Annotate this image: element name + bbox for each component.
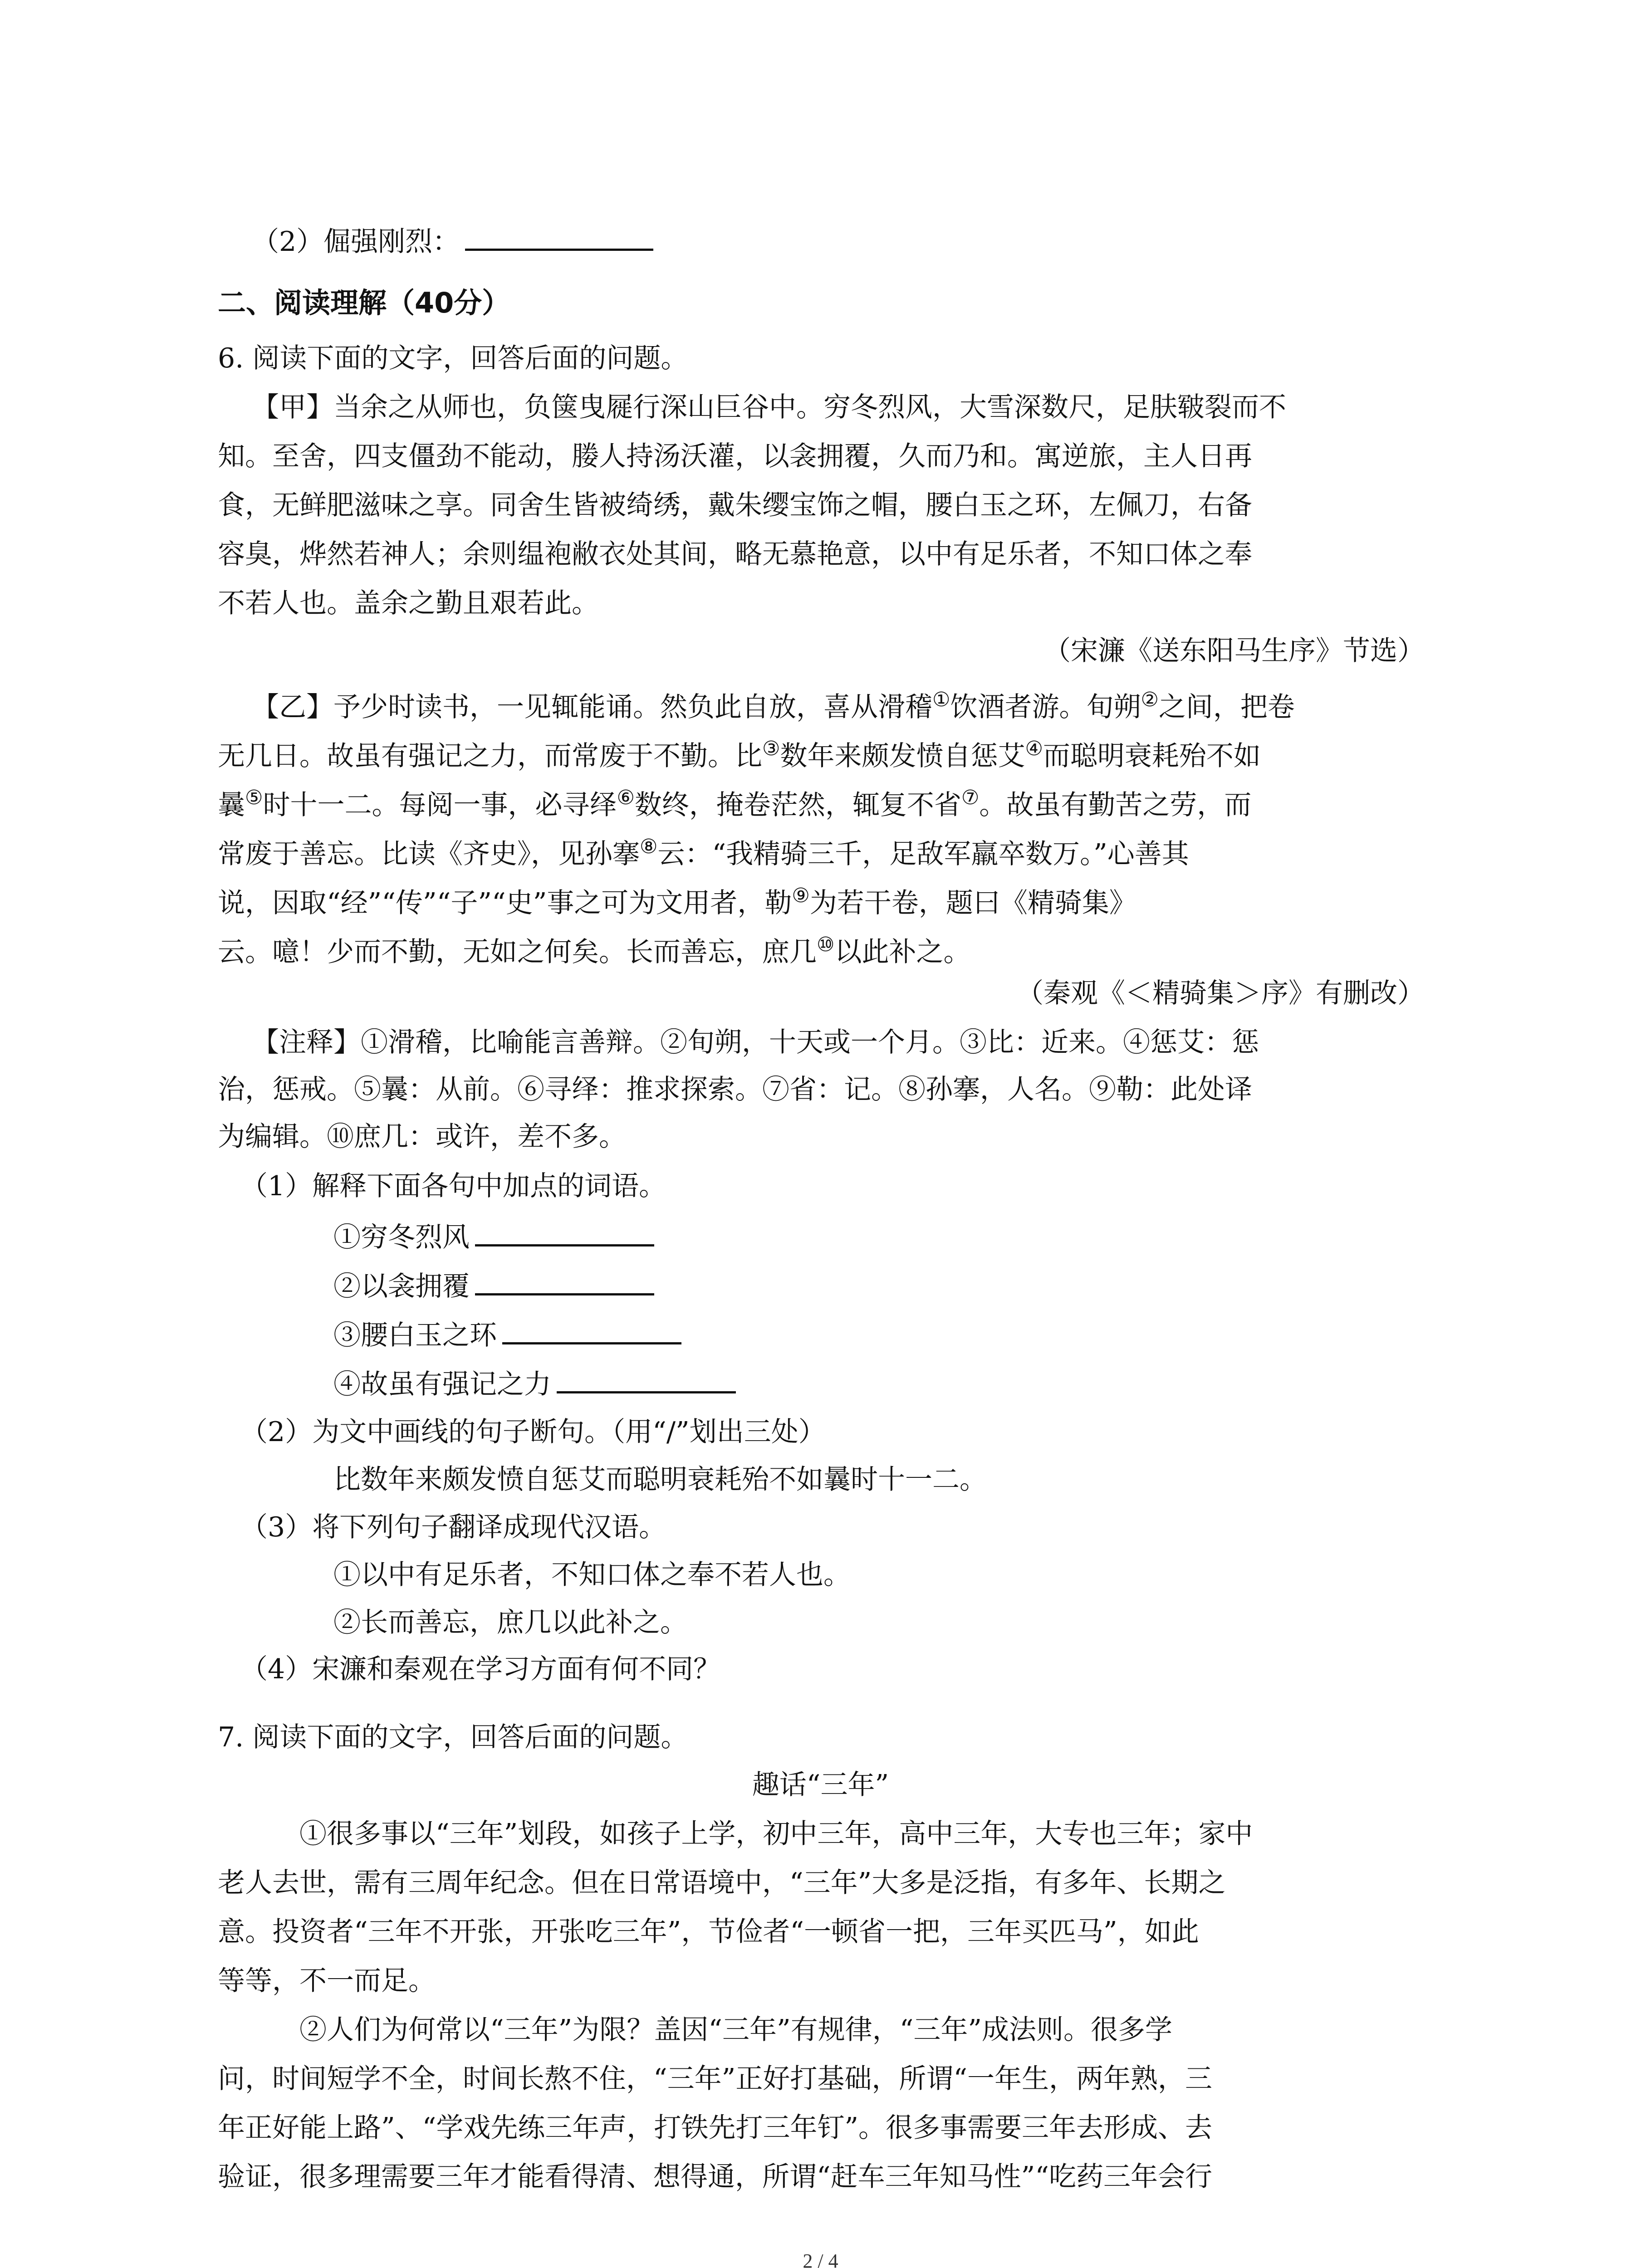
q6-intro: 6. 阅读下面的文字，回答后面的问题。 — [218, 342, 688, 374]
q6-sub1-item: ②以衾拥覆 — [333, 1267, 654, 1305]
jia-line: 知。至舍，四支僵劲不能动，媵人持汤沃灌，以衾拥覆，久而乃和。寓逆旅，主人日再 — [218, 440, 1252, 472]
answer-blank[interactable] — [557, 1365, 736, 1393]
jia-line: 【甲】当余之从师也，负箧曳屣行深山巨谷中。穷冬烈风，大雪深数尺，足肤皲裂而不 — [252, 391, 1286, 423]
q6-sub3-label: （3）将下列句子翻译成现代汉语。 — [240, 1511, 666, 1543]
q6-sub4-label: （4）宋濂和秦观在学习方面有何不同？ — [240, 1653, 721, 1685]
jia-line: 容臭，烨然若神人；余则缊袍敝衣处其间，略无慕艳意，以中有足乐者，不知口体之奉 — [218, 538, 1252, 570]
yi-line: 【乙】予少时读书，一见辄能诵。然负此自放，喜从滑稽①饮酒者游。旬朔②之间，把卷 — [252, 688, 1295, 723]
q6-sub2-sentence: 比数年来颇发愤自惩艾而聪明衰耗殆不如曩时十一二。 — [333, 1464, 987, 1496]
yi-source: （秦观《＜精骑集＞序》有删改） — [1016, 978, 1425, 1009]
q7-para1-line: 意。投资者“三年不开张，开张吃三年”，节俭者“一顿省一把，三年买匹马”，如此 — [218, 1916, 1199, 1948]
q7-para1-line: 等等，不一而足。 — [218, 1965, 436, 1997]
q7-para1-line: ①很多事以“三年”划段，如孩子上学，初中三年，高中三年，大专也三年；家中 — [299, 1818, 1253, 1850]
jia-line: 食，无鲜肥滋味之享。同舍生皆被绮绣，戴朱缨宝饰之帽，腰白玉之环，左佩刀，右备 — [218, 489, 1252, 521]
q6-sub1-item: ①穷冬烈风 — [333, 1218, 654, 1256]
q5-item2 — [252, 222, 653, 260]
q5-item2-label: （2）倔强刚烈： — [252, 226, 460, 258]
q7-para1-line: 老人去世，需有三周年纪念。但在日常语境中，“三年”大多是泛指，有多年、长期之 — [218, 1867, 1226, 1899]
q6-sub2-label: （2）为文中画线的句子断句。（用“/”划出三处） — [240, 1416, 826, 1448]
yi-line: 无几日。故虽有强记之力，而常废于不勤。比③数年来颇发愤自惩艾④而聪明衰耗殆不如 — [218, 737, 1261, 772]
q7-para2-line: 问，时间短学不全，时间长熬不住，“三年”正好打基础，所谓“一年生，两年熟，三 — [218, 2063, 1213, 2095]
q6-sub1-item: ④故虽有强记之力 — [333, 1365, 736, 1403]
answer-blank[interactable] — [465, 222, 653, 251]
answer-blank[interactable] — [475, 1218, 654, 1246]
answer-blank[interactable] — [502, 1316, 681, 1344]
notes-line: 【注释】①滑稽，比喻能言善辩。②旬朔，十天或一个月。③比：近来。④惩艾：惩 — [252, 1026, 1259, 1058]
q6-sub1-item: ③腰白玉之环 — [333, 1316, 681, 1354]
answer-blank[interactable] — [475, 1267, 654, 1295]
q6-sub3-item: ①以中有足乐者，不知口体之奉不若人也。 — [333, 1559, 851, 1591]
q6-sub1-label: （1）解释下面各句中加点的词语。 — [240, 1170, 666, 1202]
page-number: 2 / 4 — [803, 2250, 838, 2268]
notes-line: 为编辑。⑩庶几：或许，差不多。 — [218, 1121, 626, 1153]
q7-intro: 7. 阅读下面的文字，回答后面的问题。 — [218, 1721, 688, 1753]
q7-para2-line: 年正好能上路”、“学戏先练三年声，打铁先打三年钉”。很多事需要三年去形成、去 — [218, 2112, 1213, 2144]
jia-source: （宋濂《送东阳马生序》节选） — [1043, 635, 1425, 667]
q7-para2-line: 验证，很多理需要三年才能看得清、想得通，所谓“赶车三年知马性”“吃药三年会行 — [218, 2161, 1213, 2193]
jia-line: 不若人也。盖余之勤且艰若此。 — [218, 587, 599, 619]
yi-line: 曩⑤时十一二。每阅一事，必寻绎⑥数终，掩卷茫然，辄复不省⑦。故虽有勤苦之劳，而 — [218, 786, 1252, 821]
q7-para2-line: ②人们为何常以“三年”为限？盖因“三年”有规律，“三年”成法则。很多学 — [299, 2014, 1173, 2046]
yi-line: 云。噫！少而不勤，无如之何矣。长而善忘，庶几⑩以此补之。 — [218, 933, 971, 968]
notes-line: 治，惩戒。⑤曩：从前。⑥寻绎：推求探索。⑦省：记。⑧孙搴，人名。⑨勒：此处译 — [218, 1074, 1252, 1105]
yi-line: 说，因取“经”“传”“子”“史”事之可为文用者，勒⑨为若干卷，题曰《精骑集》 — [218, 884, 1136, 919]
q6-sub3-item: ②长而善忘，庶几以此补之。 — [333, 1607, 687, 1638]
yi-line: 常废于善忘。比读《齐史》，见孙搴⑧云：“我精骑三千，足敌军羸卒数万。”心善其 — [218, 835, 1189, 870]
section-title: 二、阅读理解（40分） — [218, 286, 510, 319]
q7-title: 趣话“三年” — [752, 1769, 889, 1801]
